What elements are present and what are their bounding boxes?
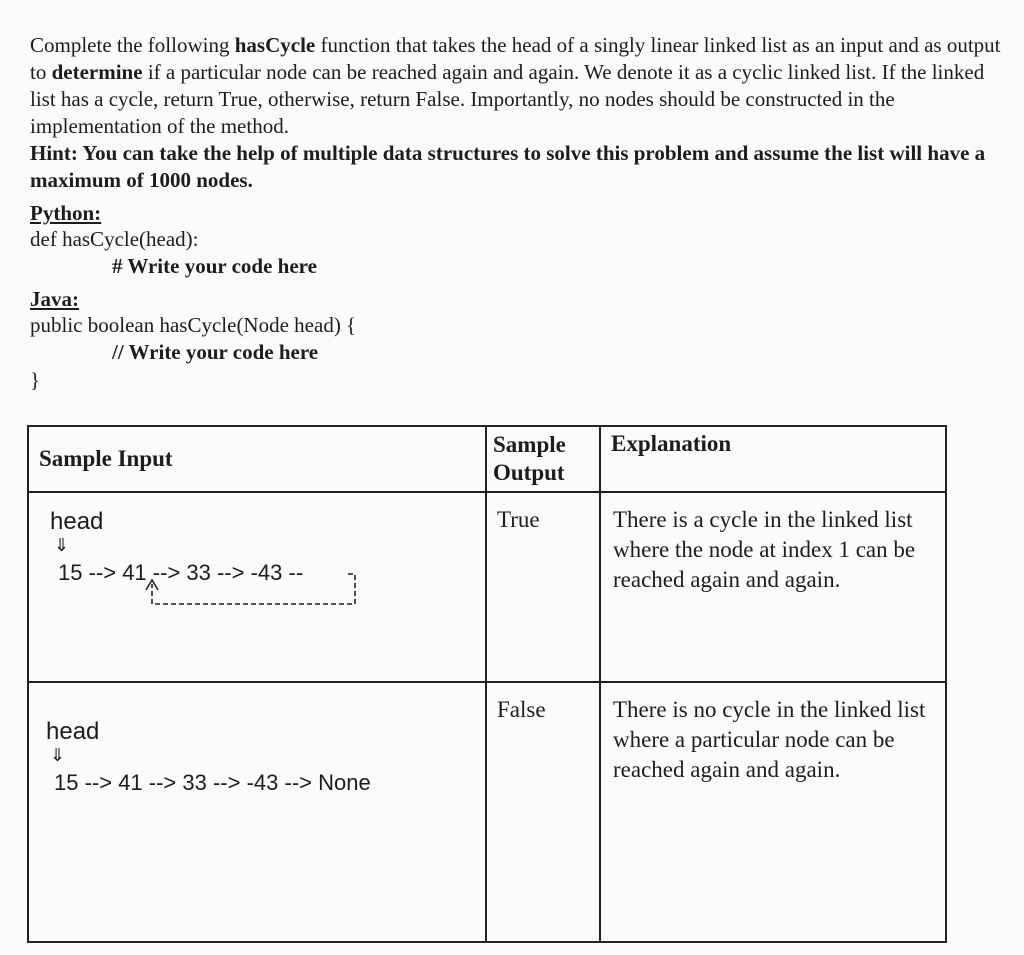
- hint-text: Hint: You can take the help of multiple data structures to solve this problem and assume the list will have a maximum of 1000 nodes.: [30, 141, 986, 192]
- table-row: [28, 682, 946, 942]
- java-close-brace: }: [30, 368, 41, 392]
- header-sample-output: Sample Output: [486, 426, 600, 492]
- sample-output-cell: True: [486, 492, 600, 682]
- desc-part-a: Complete the following: [30, 33, 230, 57]
- desc-part-b: function that takes the head of a singly linear linked list as an input and as output to: [30, 33, 1001, 84]
- explanation-cell: There is no cycle in the linked list where a particular node can be reached again and again.: [600, 682, 946, 942]
- function-name: hasCycle: [234, 33, 316, 57]
- samples-table: [27, 425, 947, 943]
- sample-input-cell: [28, 492, 486, 682]
- python-signature: def hasCycle(head):: [30, 227, 199, 251]
- list-nodes: 15 --> 41 --> 33 --> -43 --> None: [54, 770, 371, 795]
- java-label: Java:: [30, 287, 79, 311]
- desc-determine: determine: [51, 60, 143, 84]
- header-sample-input: Sample Input: [28, 426, 486, 492]
- python-label: Python:: [30, 201, 102, 225]
- desc-part-c: if a particular node can be reached again and again. We denote it as a cyclic linked list. If the linked list has a cycle, return True, otherwise, return False. Importantly, no nodes should be constructed in the implementation of the method.: [30, 60, 985, 138]
- down-arrow-icon: ⇓: [54, 535, 70, 555]
- sample-output-cell: False: [486, 682, 600, 942]
- cycle-arrow-icon: [30, 494, 466, 654]
- java-comment: // Write your code here: [112, 340, 319, 364]
- linked-list-diagram-acyclic: [30, 684, 484, 940]
- explanation-cell: There is a cycle in the linked list where the node at index 1 can be reached again and again.: [600, 492, 946, 682]
- list-nodes: 15 --> 41 --> 33 --> -43 --: [58, 560, 304, 585]
- head-label: head: [46, 718, 100, 745]
- header-explanation: Explanation: [600, 426, 946, 492]
- java-signature: public boolean hasCycle(Node head) {: [30, 313, 357, 337]
- problem-description: [30, 32, 1005, 140]
- table-row: [28, 492, 946, 682]
- problem-statement: [30, 32, 1005, 394]
- python-comment: # Write your code here: [112, 254, 317, 278]
- head-label: head: [50, 508, 104, 535]
- sample-input-cell: [28, 682, 486, 942]
- linked-list-diagram-cyclic: [30, 494, 484, 680]
- down-arrow-icon: ⇓: [50, 745, 66, 765]
